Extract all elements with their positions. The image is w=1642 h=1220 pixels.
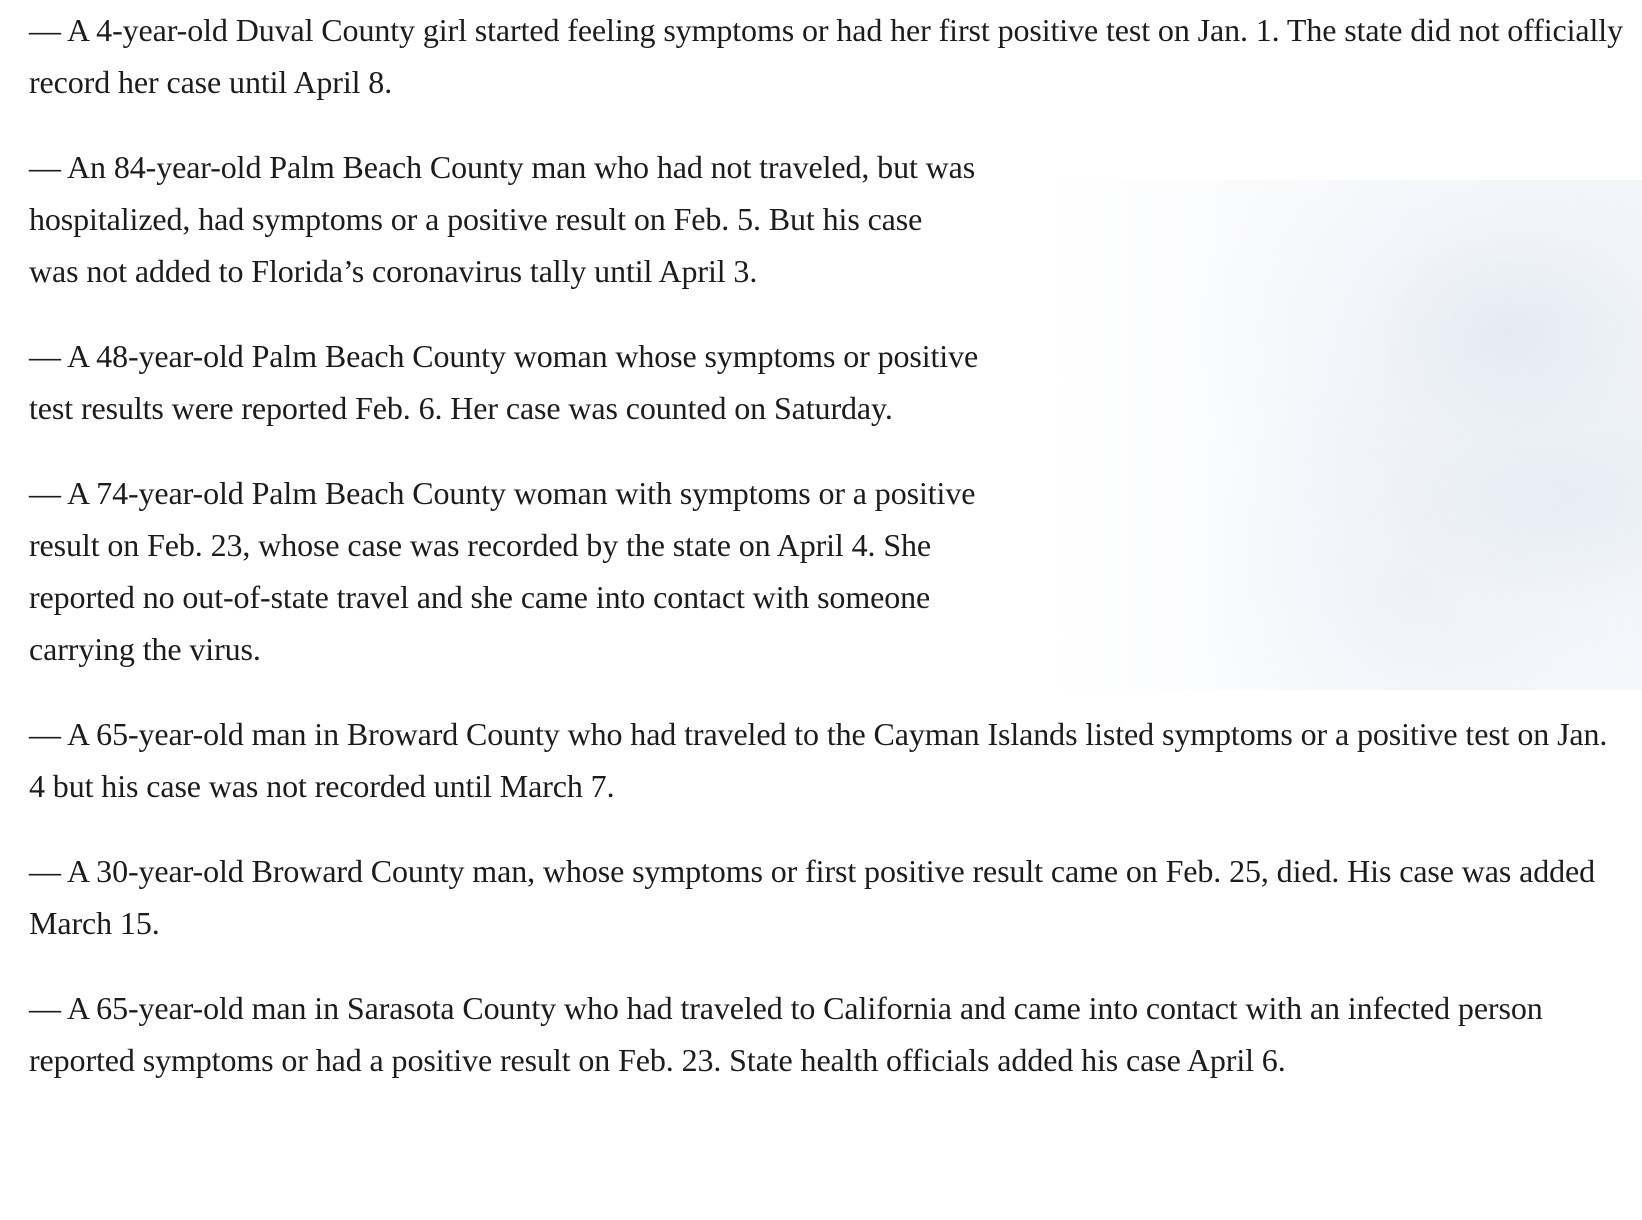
case-paragraph-broward-man-30: — A 30-year-old Broward County man, whose symptoms or first positive result came on Feb. 25, died. His case was added March 15. — [29, 853, 1596, 941]
case-paragraph-palm-beach-woman-74: — A 74-year-old Palm Beach County woman with symptoms or a positive result on Feb. 23, whose case was recorded by the state on April 4. She reported no out-of-state travel and she came into contact with someone carrying the virus. — [29, 475, 976, 667]
case-paragraph-sarasota-man: — A 65-year-old man in Sarasota County who had traveled to California and came into contact with an infected person reported symptoms or had a positive result on Feb. 23. State health officials added his case April 6. — [29, 990, 1543, 1078]
article-body — [29, 4, 1624, 1119]
case-paragraph-palm-beach-man: — An 84-year-old Palm Beach County man who had not traveled, but was hospitalized, had symptoms or a positive result on Feb. 5. But his case was not added to Florida’s coronavirus tally until April 3. — [29, 149, 976, 289]
case-paragraph-palm-beach-woman-48: — A 48-year-old Palm Beach County woman whose symptoms or positive test results were reported Feb. 6. Her case was counted on Saturday. — [29, 338, 979, 426]
case-paragraph-broward-man-65: — A 65-year-old man in Broward County who had traveled to the Cayman Islands listed symptoms or a positive test on Jan. 4 but his case was not recorded until March 7. — [29, 716, 1608, 804]
case-paragraph-duval-girl: — A 4-year-old Duval County girl started feeling symptoms or had her first positive test on Jan. 1. The state did not officially record her case until April 8. — [29, 12, 1623, 100]
